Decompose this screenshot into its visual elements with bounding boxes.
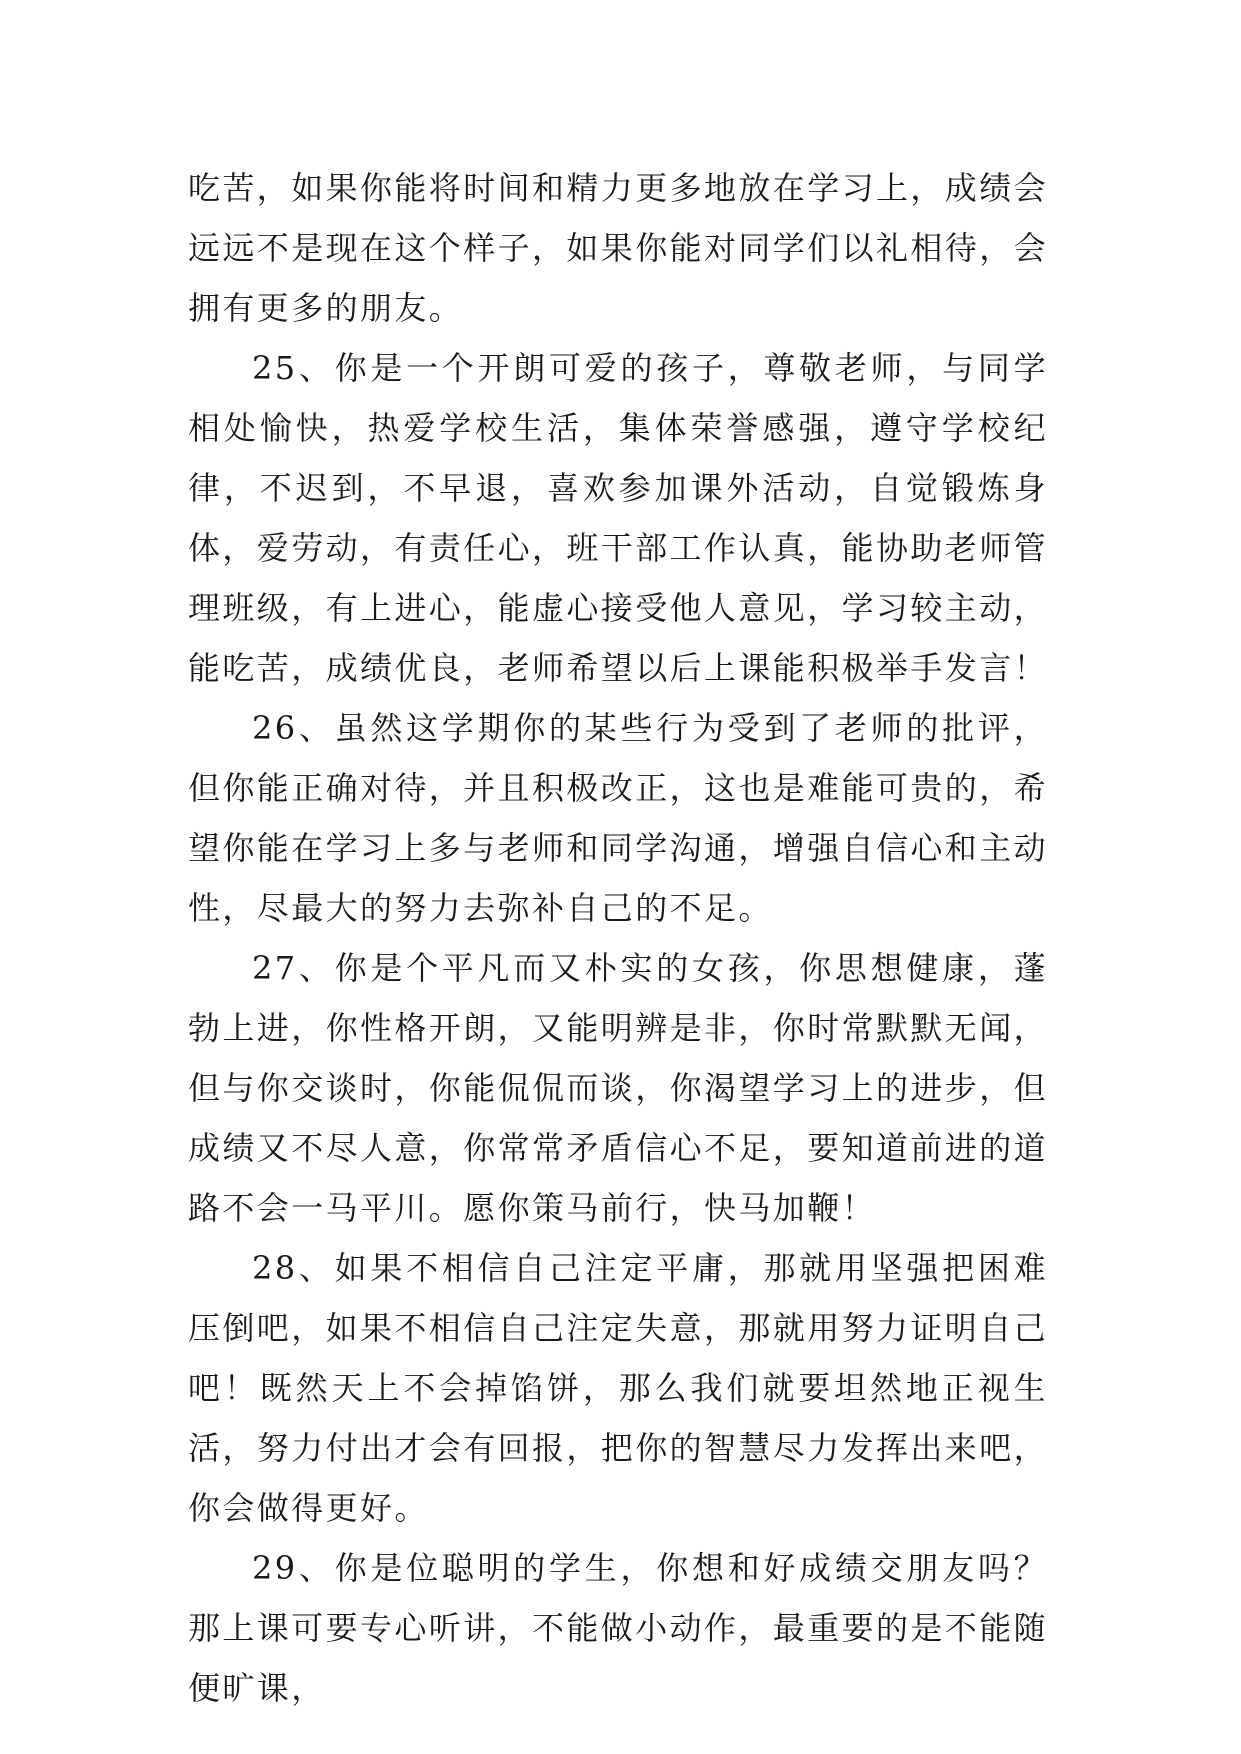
paragraph-comment-29: 29、你是位聪明的学生，你想和好成绩交朋友吗？那上课可要专心听讲，不能做小动作，最重要的是不能随便旷课， [188,1549,1049,1707]
paragraph-continuation: 吃苦，如果你能将时间和精力更多地放在学习上，成绩会远远不是现在这个样子，如果你能对同学们以礼相待，会拥有更多的朋友。 [188,169,1049,327]
paragraph-comment-26: 26、虽然这学期你的某些行为受到了老师的批评，但你能正确对待，并且积极改正，这也是难能可贵的，希望你能在学习上多与老师和同学沟通，增强自信心和主动性，尽最大的努力去弥补自己的不足。 [188,709,1049,927]
document-body [188,158,1048,1718]
paragraph-comment-27: 27、你是个平凡而又朴实的女孩，你思想健康，蓬勃上进，你性格开朗，又能明辨是非，你时常默默无闻，但与你交谈时，你能侃侃而谈，你渴望学习上的进步，但成绩又不尽人意，你常常矛盾信心不足，要知道前进的道路不会一马平川。愿你策马前行，快马加鞭！ [188,949,1049,1227]
paragraph-comment-25: 25、你是一个开朗可爱的孩子，尊敬老师，与同学相处愉快，热爱学校生活，集体荣誉感强，遵守学校纪律，不迟到，不早退，喜欢参加课外活动，自觉锻炼身体，爱劳动，有责任心，班干部工作认真，能协助老师管理班级，有上进心，能虚心接受他人意见，学习较主动，能吃苦，成绩优良，老师希望以后上课能积极举手发言！ [188,349,1049,687]
paragraph-comment-28: 28、如果不相信自己注定平庸，那就用坚强把困难压倒吧，如果不相信自己注定失意，那就用努力证明自己吧！既然天上不会掉馅饼，那么我们就要坦然地正视生活，努力付出才会有回报，把你的智慧尽力发挥出来吧，你会做得更好。 [188,1249,1049,1527]
